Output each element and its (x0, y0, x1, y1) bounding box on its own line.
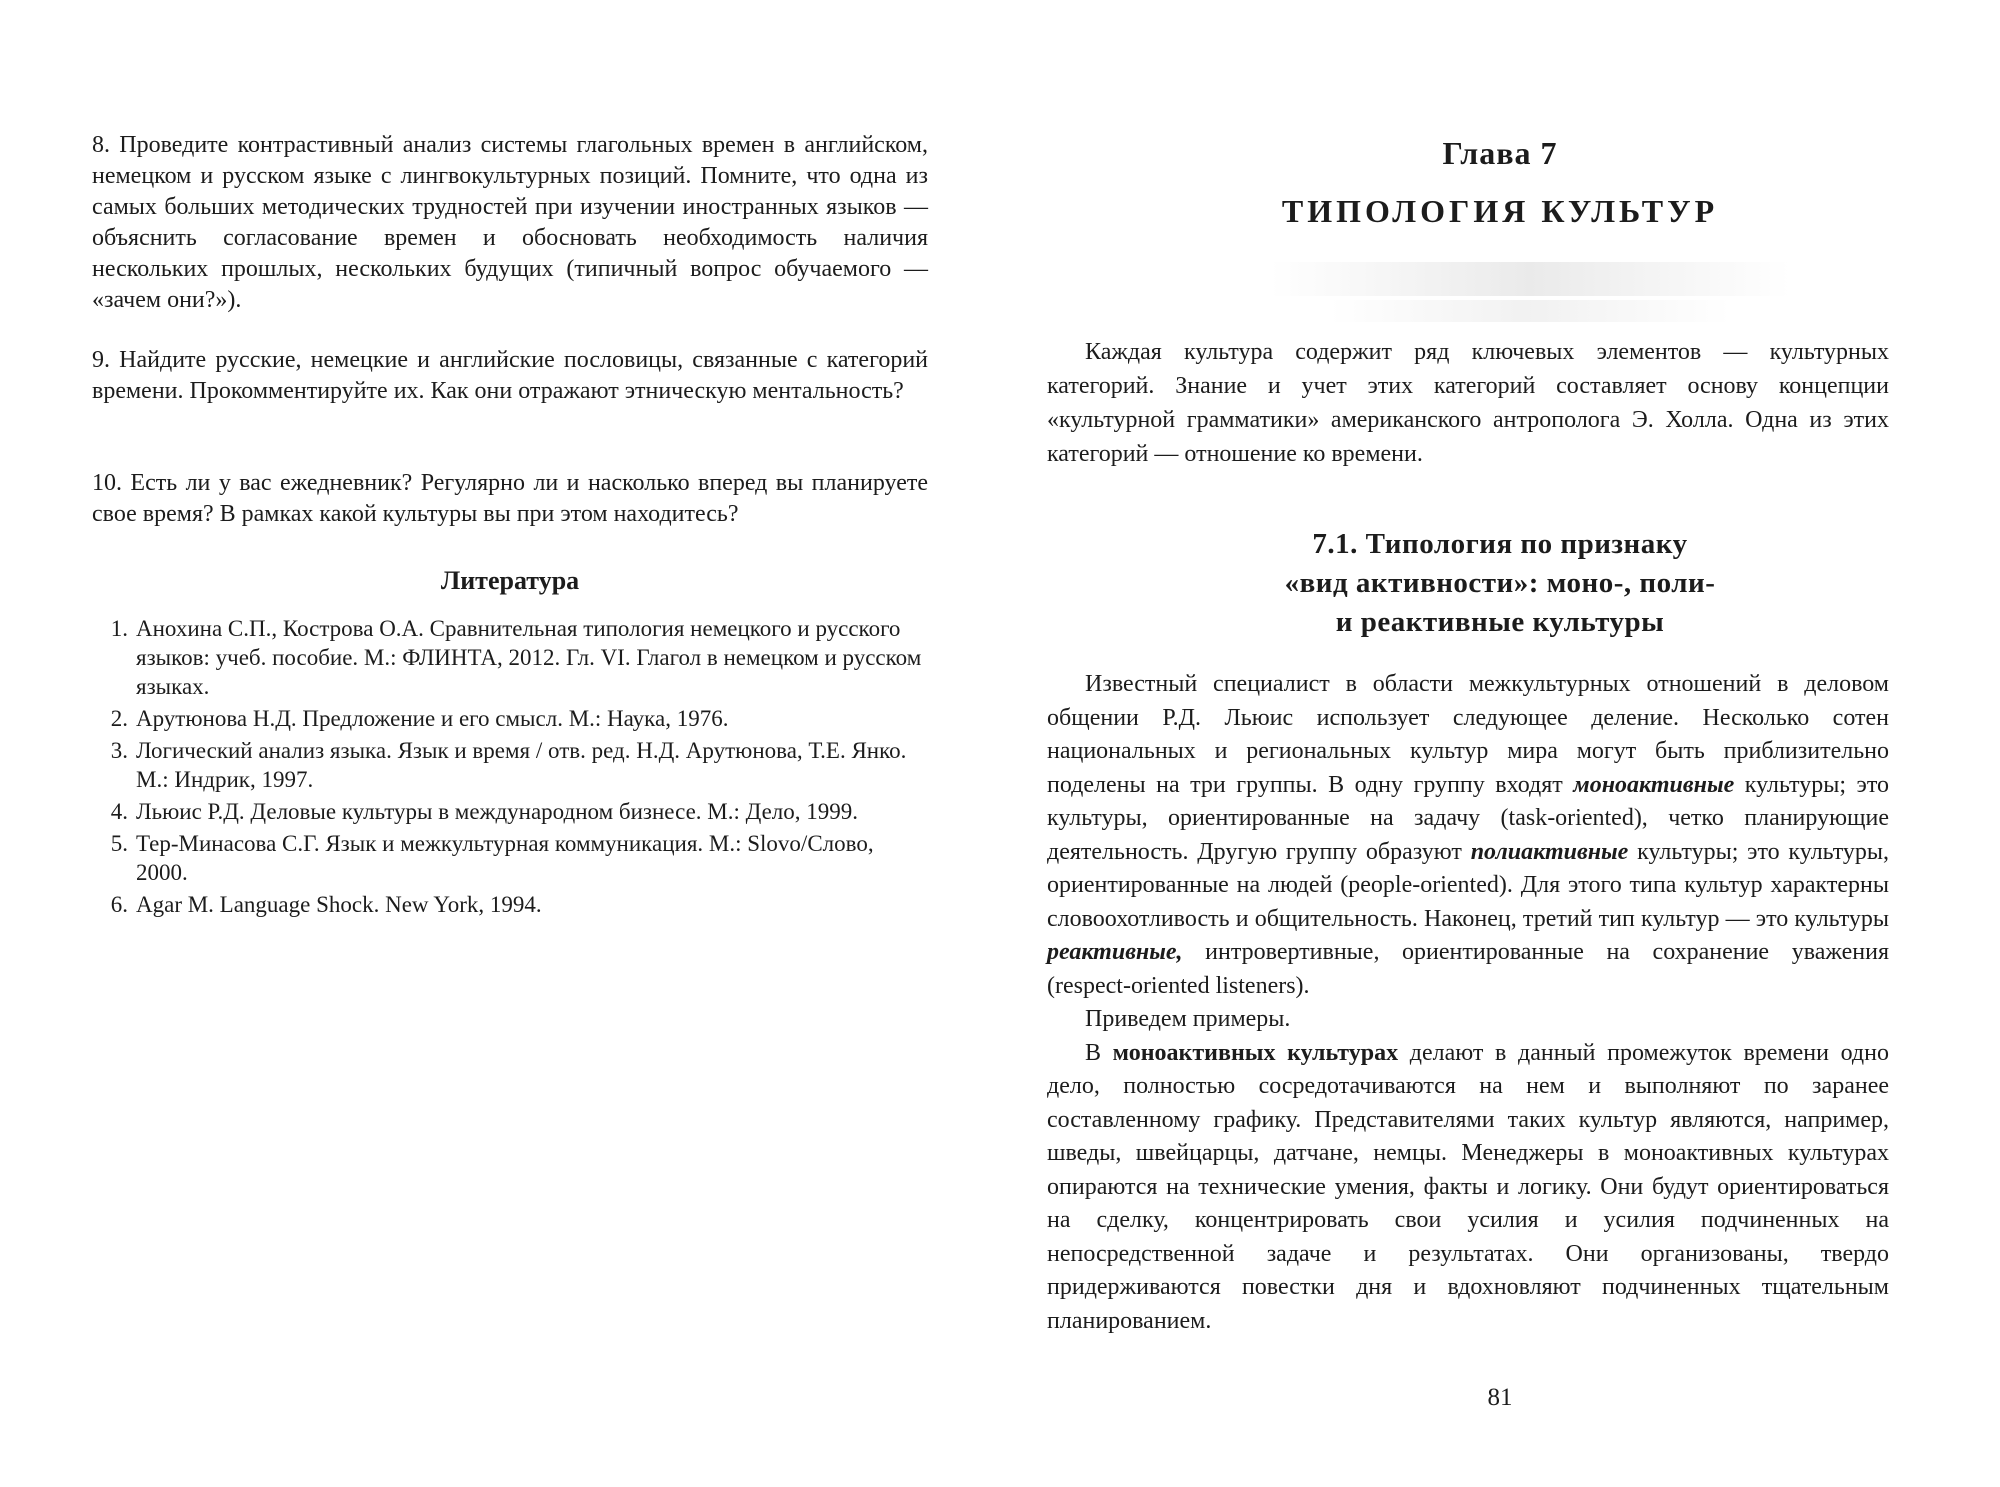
literature-item-text: Тер-Минасова С.Г. Язык и межкультурная коммуникация. М.: Slovo/Слово, 2000. (136, 831, 874, 885)
literature-item-text: Льюис Р.Д. Деловые культуры в международном бизнесе. М.: Дело, 1999. (136, 799, 859, 824)
literature-item (92, 614, 928, 701)
literature-item-text: Agar M. Language Shock. New York, 1994. (136, 892, 542, 917)
paragraph-monoactive (1047, 1037, 1889, 1339)
exercise-8: 8. Проведите контрастивный анализ системы глагольных времен в английском, немецком и русском языке с лингвокультурных позиций. Помните, что одна из самых больших методических трудностей при изучении иностранных языков — объяснить согласование времен и обосновать необходимость наличия нескольких прошлых, нескольких будущих (типичный вопрос обучаемого — «зачем они?»). (92, 132, 928, 313)
literature-item-number: 6. (110, 892, 128, 917)
literature-item-number: 2. (110, 706, 128, 731)
paragraph-examples: Приведем примеры. (1085, 1006, 1291, 1032)
right-page (1000, 0, 2000, 1487)
chapter-label: Глава 7 (1442, 135, 1558, 171)
print-shadow (1270, 262, 1790, 296)
print-shadow (1330, 300, 1730, 322)
text-run: Известный специалист в области межкультурных отношений в деловом общении Р.Д. Льюис использует следующее деление. Несколько сотен национальных и региональных культур мира могут быть приблизительно поделены на три группы. В одну группу входят (1047, 671, 1889, 798)
text-run: культуры; это культуры, ориентированные на задачу (task-oriented), четко планирующие деятельность. Другую группу образуют (1047, 771, 1889, 865)
page-number: 81 (1487, 1384, 1513, 1411)
exercise-9: 9. Найдите русские, немецкие и английские пословицы, связанные с категорий времени. Прокомментируйте их. Как они отражают этническую ментальность? (92, 347, 928, 404)
literature-item-text: Анохина С.П., Кострова О.А. Сравнительная типология немецкого и русского языков: учеб. пособие. М.: ФЛИНТА, 2012. Гл. VI. Глагол в немецком и русском языках. (136, 616, 922, 699)
literature-item (92, 829, 928, 887)
exercise-10: 10. Есть ли у вас ежедневник? Регулярно ли и насколько вперед вы планируете свое время? В рамках какой культуры вы при этом находитесь? (92, 470, 928, 527)
literature-heading: Литература (440, 566, 580, 595)
term-polyactive: полиактивные (1470, 838, 1629, 865)
literature-item (92, 736, 928, 794)
literature-item-number: 5. (110, 831, 128, 856)
section-heading (1000, 525, 2000, 642)
literature-item-number: 1. (110, 616, 128, 641)
literature-item-number: 4. (110, 799, 128, 824)
text-run: В (1085, 1039, 1113, 1066)
term-reactive: реактивные, (1047, 939, 1183, 965)
section-body (1047, 668, 1889, 1338)
chapter-intro: Каждая культура содержит ряд ключевых элементов — культурных категорий. Знание и учет этих категорий составляет основу концепции «культурной грамматики» американского антрополога Э. Холла. Одна из этих категорий — отношение ко времени. (1047, 339, 1889, 467)
text-run: делают в данный промежуток времени одно дело, полностью сосредотачиваются на нем и выполняют по заранее составленному графику. Представителями таких культур являются, например, шведы, швейцарцы, датчане, немцы. Менеджеры в моноактивных культурах опираются на технические умения, факты и логику. Они будут ориентироваться на сделку, концентрировать свои усилия и усилия подчиненных на непосредственной задаче и результатах. Они организованы, твердо придерживаются повестки дня и вдохновляют подчиненных тщательным планированием. (1047, 1039, 1889, 1334)
section-heading-line: 7.1. Типология по признаку (1312, 528, 1688, 560)
section-heading-line: и реактивные культуры (1335, 606, 1665, 638)
literature-list (92, 614, 928, 922)
section-heading-line: «вид активности»: моно-, поли- (1284, 567, 1716, 599)
literature-item (92, 797, 928, 826)
chapter-title: ТИПОЛОГИЯ КУЛЬТУР (1281, 193, 1719, 229)
text-run: культуры; это культуры, ориентированные на людей (people-oriented). Для этого типа культур характерны словоохотливость и общительность. Наконец, третий тип культур — это культуры (1047, 838, 1890, 932)
literature-item-text: Логический анализ языка. Язык и время / отв. ред. Н.Д. Арутюнова, Т.Е. Янко. М.: Индрик, 1997. (136, 738, 907, 792)
paragraph-activity-types (1047, 668, 1889, 1003)
literature-item-number: 3. (110, 738, 128, 763)
text-run: интровертивные, ориентированные на сохранение уважения (respect-oriented listeners). (1047, 939, 1889, 999)
term-monoactive-cultures: моноактивных культурах (1112, 1039, 1399, 1066)
literature-item (92, 704, 928, 733)
term-monoactive: моноактивные (1573, 771, 1735, 798)
literature-item (92, 890, 928, 919)
literature-item-text: Арутюнова Н.Д. Предложение и его смысл. М.: Наука, 1976. (136, 706, 729, 731)
